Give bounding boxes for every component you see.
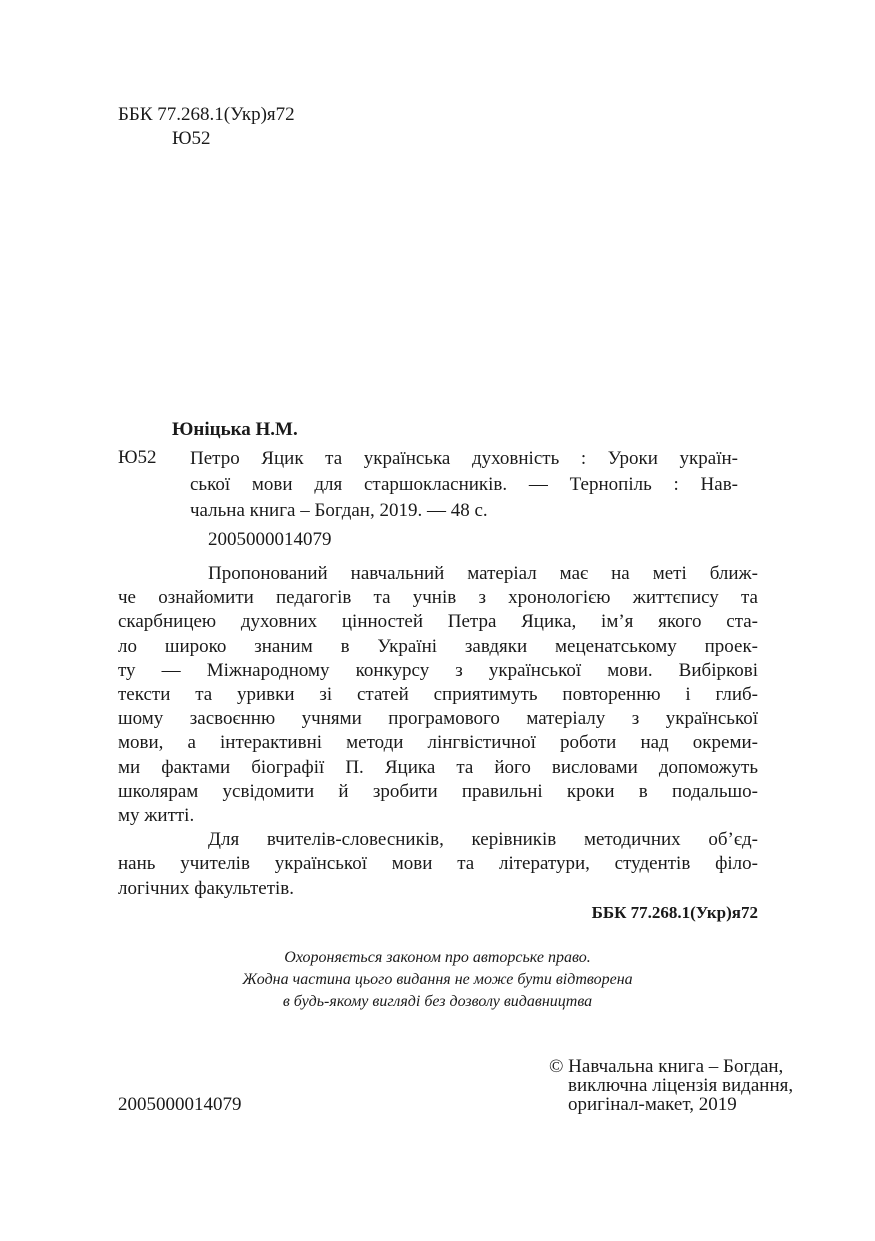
annotation-line: Пропонований навчальний матеріал має на меті ближ- <box>208 563 758 584</box>
copyright-line: © Навчальна книга – Богдан, <box>549 1056 784 1077</box>
annotation-line: тексти та уривки зі статей сприятимуть повторенню і глиб- <box>118 684 758 706</box>
annotation-line: му житті. <box>118 805 195 827</box>
annotation-line: шому засвоєнню учнями програмового матеріалу з української <box>118 708 758 730</box>
author-mark: Ю52 <box>118 447 157 468</box>
copyright-line: виключна ліцензія видання, <box>568 1075 794 1096</box>
author-mark-top: Ю52 <box>172 128 211 149</box>
annotation-line: мови, а інтерактивні методи лінгвістичної роботи над окреми- <box>118 732 758 754</box>
annotation-line: Для вчителів-словесників, керівників методичних об’єд- <box>208 829 758 851</box>
copyright-notice-line: в будь-якому вигляді без дозволу видавництва <box>282 993 593 1010</box>
copyright-notice-line: Охороняється законом про авторське право. <box>284 949 591 966</box>
copyright-line: оригінал-макет, 2019 <box>568 1094 737 1115</box>
copyright-notice-line: Жодна частина цього видання не може бути відтворена <box>242 971 633 988</box>
annotation-line: логічних факультетів. <box>118 877 295 899</box>
description-line: ської мови для старшокласників. — Тернопіль : Нав- <box>190 474 738 495</box>
isbn-footer: 2005000014079 <box>118 1094 242 1115</box>
annotation-line: скарбницею духовних цінностей Петра Яцика, ім’я якого ста- <box>118 611 758 633</box>
isbn-record: 2005000014079 <box>208 529 332 550</box>
author-name: Юніцька Н.М. <box>172 419 298 440</box>
annotation-line: ло широко знаним в Україні завдяки меценатському проек- <box>118 635 758 657</box>
annotation-line: нань учителів української мови та літератури, студентів філо- <box>118 853 758 875</box>
bbk-code-top: ББК 77.268.1(Укр)я72 <box>118 104 295 125</box>
annotation-line: ту — Міжнародному конкурсу з української мови. Вибіркові <box>118 659 758 681</box>
description-line: Петро Яцик та українська духовність : Уроки україн- <box>190 448 738 469</box>
annotation-line: ми фактами біографії П. Яцика та його висловами допоможуть <box>118 756 758 778</box>
bbk-code-annotation: ББК 77.268.1(Укр)я72 <box>591 902 758 922</box>
annotation-line: школярам усвідомити й зробити правильні кроки в подальшо- <box>118 780 758 802</box>
bibliographic-description <box>190 446 738 524</box>
description-line: чальна книга – Богдан, 2019. — 48 с. <box>190 500 488 521</box>
annotation <box>118 562 758 925</box>
annotation-line: че ознайомити педагогів та учнів з хронологією життєпису та <box>118 587 758 609</box>
